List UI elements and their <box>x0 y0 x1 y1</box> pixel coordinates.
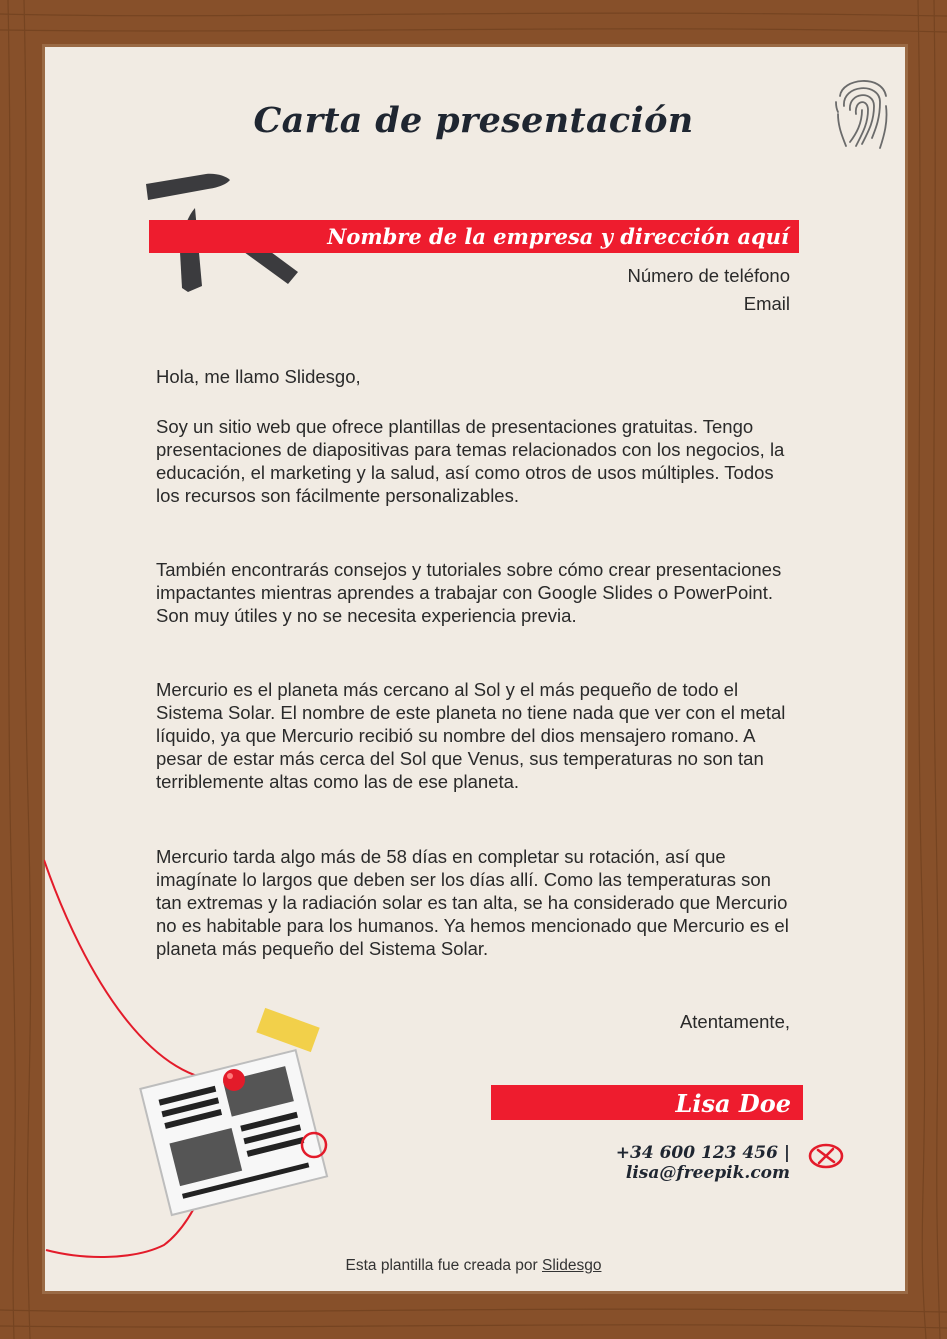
phone-label: Número de teléfono <box>627 265 790 286</box>
slidesgo-link[interactable]: Slidesgo <box>542 1257 602 1274</box>
email-label: Email <box>743 293 790 314</box>
fingerprint-icon <box>832 66 892 154</box>
contact-line: +34 600 123 456 | lisa@freepik.com <box>615 1143 790 1183</box>
signature-name: Lisa Doe <box>491 1085 803 1120</box>
greeting: Hola, me llamo Slidesgo, <box>156 366 361 387</box>
closing: Atentamente, <box>679 1011 790 1032</box>
red-x-mark-icon <box>806 1141 846 1171</box>
paragraph-2: También encontrarás consejos y tutoriales sobre cómo crear presentaciones impactantes mientras aprendes a trabajar con Google Slides o PowerPoint. Son muy útiles y no se necesita experiencia previa. <box>156 559 782 626</box>
paragraph-4: Mercurio tarda algo más de 58 días en completar su rotación, así que imagínate lo largos que deben ser los días allí. Como las temperaturas son tan extremas y la radiación solar es tan alta, se ha considerado que Mercurio no es habitable para los humanos. Ya hemos mencionado que Mercurio es el planeta más pequeño del Sistema Solar. <box>156 846 789 959</box>
footer-prefix: Esta plantilla fue creada por <box>345 1257 538 1274</box>
company-banner: Nombre de la empresa y dirección aquí <box>149 220 799 253</box>
paragraph-1: Soy un sitio web que ofrece plantillas de presentaciones gratuitas. Tengo presentaciones de diapositivas para temas relacionados con los negocios, la educación, el marketing y la salud, así como otros de usos múltiples. Todos los recursos son fácilmente personalizables. <box>156 416 785 506</box>
paragraph-3: Mercurio es el planeta más cercano al Sol y el más pequeño de todo el Sistema Solar. El nombre de este planeta no tiene nada que ver con el metal líquido, ya que Mercurio recibió su nombre del dios mensajero romano. A pesar de estar más cerca del Sol que Venus, sus temperaturas no son tan terriblemente altas como las de ese planeta. <box>156 679 786 792</box>
page-title: Carta de presentación <box>253 100 694 141</box>
footer-credit <box>0 1257 947 1275</box>
newspaper-clipping-icon <box>44 855 344 1275</box>
